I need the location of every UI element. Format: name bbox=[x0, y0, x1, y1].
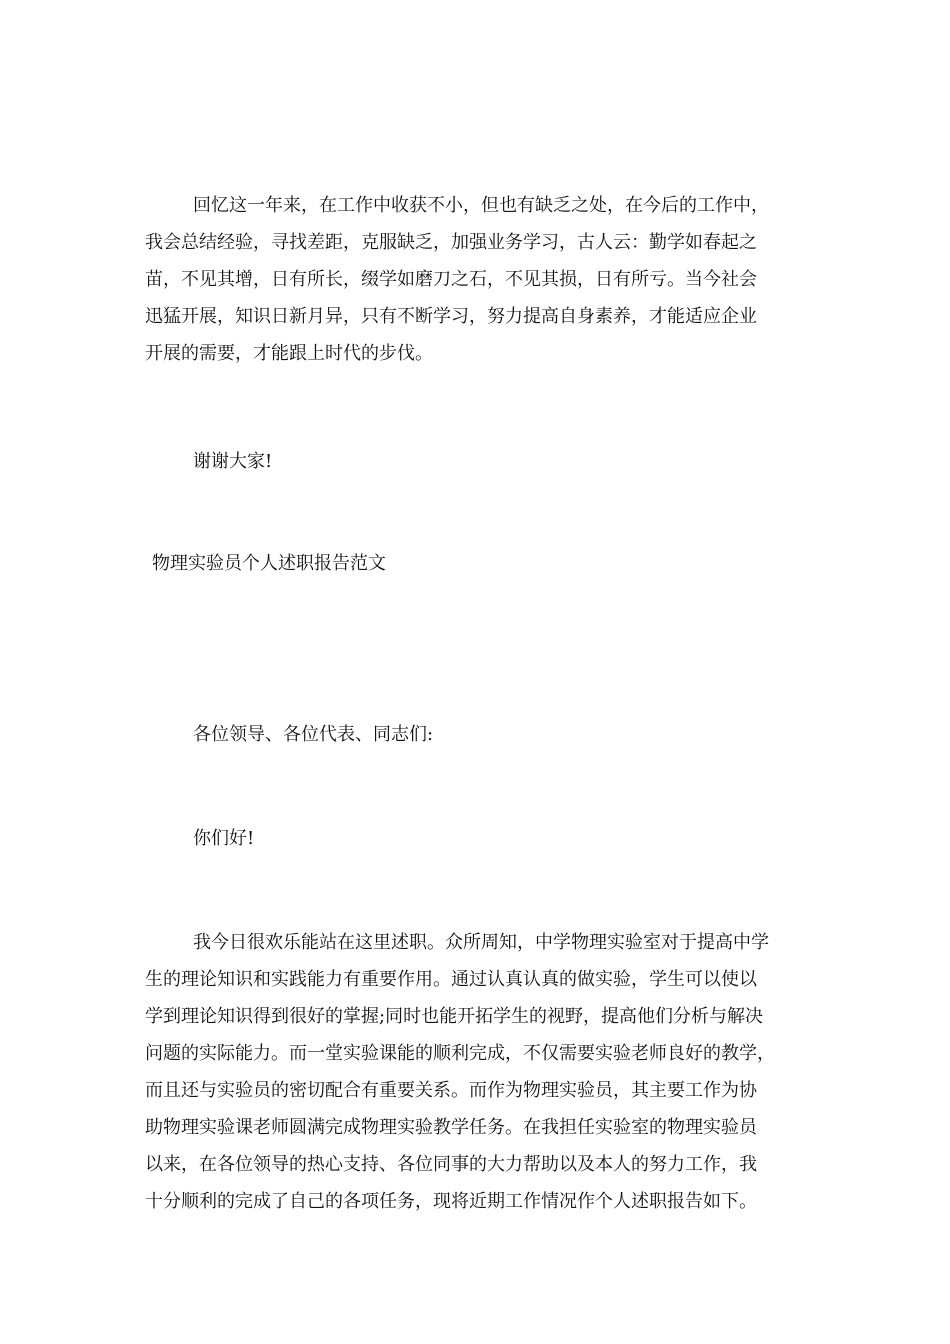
paragraph-line: 生的理论知识和实践能力有重要作用。通过认真认真的做实验，学生可以使以 bbox=[145, 969, 757, 990]
paragraph-line: 迅猛开展，知识日新月异，只有不断学习，努力提高自身素养，才能适应企业 bbox=[145, 306, 757, 327]
paragraph-line: 问题的实际能力。而一堂实验课能的顺利完成，不仅需要实验老师良好的教学， bbox=[145, 1043, 775, 1064]
paragraph-line: 开展的需要，才能跟上时代的步伐。 bbox=[145, 343, 433, 364]
paragraph-line: 苗，不见其增，日有所长，缀学如磨刀之石，不见其损，日有所亏。当今社会 bbox=[145, 269, 757, 290]
salutation-line: 各位领导、各位代表、同志们: bbox=[193, 724, 434, 745]
thanks-line: 谢谢大家! bbox=[193, 451, 273, 472]
document-title: 物理实验员个人述职报告范文 bbox=[152, 553, 386, 574]
paragraph-line: 以来，在各位领导的热心支持、各位同事的大力帮助以及本人的努力工作，我 bbox=[145, 1154, 757, 1175]
paragraph-line: 我会总结经验，寻找差距，克服缺乏，加强业务学习，古人云：勤学如春起之 bbox=[145, 232, 757, 253]
paragraph-reflection bbox=[145, 187, 805, 372]
greeting-line: 你们好! bbox=[193, 828, 255, 849]
paragraph-line: 回忆这一年来，在工作中收获不小，但也有缺乏之处，在今后的工作中， bbox=[193, 195, 769, 216]
paragraph-line: 而且还与实验员的密切配合有重要关系。而作为物理实验员，其主要工作为协 bbox=[145, 1080, 757, 1101]
paragraph-line: 十分顺利的完成了自己的各项任务，现将近期工作情况作个人述职报告如下。 bbox=[145, 1191, 757, 1212]
paragraph-introduction bbox=[145, 924, 805, 1220]
paragraph-line: 学到理论知识得到很好的掌握;同时也能开拓学生的视野，提高他们分析与解决 bbox=[145, 1006, 764, 1027]
paragraph-line: 我今日很欢乐能站在这里述职。众所周知，中学物理实验室对于提高中学 bbox=[193, 932, 769, 953]
paragraph-line: 助物理实验课老师圆满完成物理实验教学任务。在我担任实验室的物理实验员 bbox=[145, 1117, 757, 1138]
